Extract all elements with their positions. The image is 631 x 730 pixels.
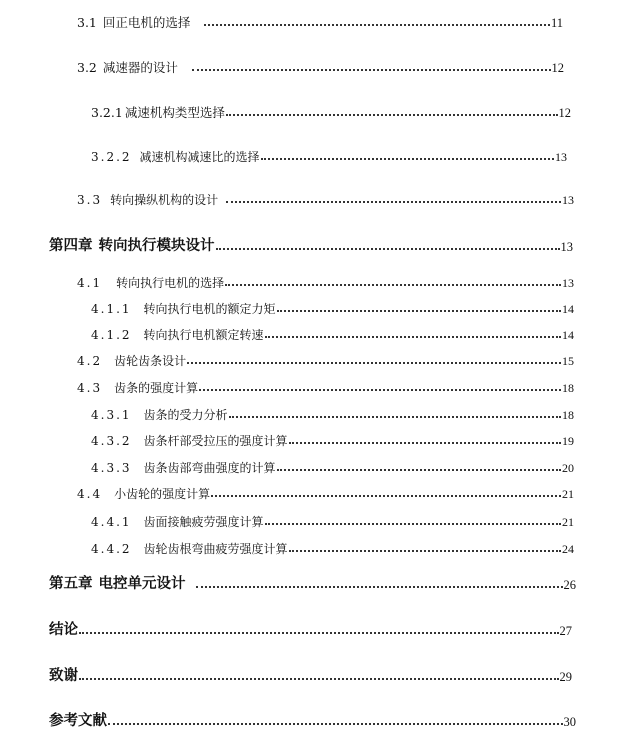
toc-leader-dots	[277, 310, 561, 312]
toc-entry-title: 转向执行电机的选择	[116, 276, 225, 290]
toc-entry-page: 27	[559, 623, 572, 638]
toc-entry-3-2-1	[91, 103, 571, 119]
toc-leader-dots	[211, 495, 561, 497]
toc-entry-number: 4.1.2	[91, 328, 132, 342]
toc-entry-page: 20	[562, 461, 574, 475]
toc-leader-dots	[199, 389, 561, 391]
toc-entry-number: 4.4.2	[91, 542, 132, 556]
toc-entry-page: 24	[562, 542, 574, 556]
toc-entry-4-4-1	[91, 512, 574, 528]
toc-entry-page: 30	[563, 714, 576, 729]
toc-entry-number: 4.3.1	[91, 408, 132, 422]
toc-entry-title: 转向操纵机构的设计	[110, 193, 219, 207]
toc-leader-dots	[196, 586, 563, 588]
toc-entry-number: 3.1	[77, 14, 97, 30]
toc-entry-title: 致谢	[49, 667, 78, 684]
toc-entry-3-2-2	[91, 147, 567, 163]
toc-entry-page: 18	[562, 381, 574, 395]
toc-leader-dots	[265, 523, 561, 525]
toc-entry-title: 齿轮齿根弯曲疲劳强度计算	[143, 542, 288, 556]
toc-entry-chapter-5	[49, 573, 576, 591]
toc-entry-title: 减速器的设计	[102, 59, 178, 75]
toc-entry-4-3	[77, 378, 574, 394]
toc-entry-4-3-1	[91, 405, 574, 421]
toc-entry-page: 14	[562, 328, 574, 342]
toc-entry-chapter-4	[49, 235, 573, 253]
toc-entry-page: 13	[560, 239, 573, 254]
toc-entry-title: 齿条杆部受拉压的强度计算	[143, 434, 288, 448]
toc-entry-page: 29	[559, 669, 572, 684]
toc-entry-page: 13	[562, 193, 574, 207]
toc-entry-title: 参考文献	[49, 712, 107, 729]
toc-leader-dots	[289, 442, 561, 444]
toc-entry-title: 减速机构类型选择	[124, 104, 225, 120]
toc-entry-page: 13	[555, 150, 567, 164]
toc-entry-4-3-3	[91, 458, 574, 474]
toc-entry-title: 减速机构减速比的选择	[139, 150, 260, 164]
toc-entry-4-1	[77, 273, 574, 289]
toc-entry-page: 26	[563, 577, 576, 592]
toc-entry-4-4	[77, 484, 574, 500]
toc-entry-page: 13	[562, 276, 574, 290]
toc-entry-3-2	[77, 58, 564, 74]
toc-entry-3-1	[77, 13, 563, 29]
toc-leader-dots	[192, 69, 551, 71]
toc-entry-number: 4.1	[77, 276, 103, 290]
toc-entry-3-3	[77, 190, 574, 206]
toc-entry-number: 4.4.1	[91, 515, 132, 529]
toc-entry-4-4-2	[91, 539, 574, 555]
toc-entry-page: 14	[562, 302, 574, 316]
toc-leader-dots	[289, 550, 561, 552]
toc-leader-dots	[79, 678, 559, 680]
toc-leader-dots	[216, 248, 560, 250]
toc-entry-title: 转向执行模块设计	[98, 237, 215, 254]
toc-leader-dots	[226, 201, 561, 203]
toc-leader-dots	[187, 362, 561, 364]
toc-leader-dots	[277, 469, 561, 471]
toc-entry-4-1-2	[91, 325, 574, 341]
toc-entry-title: 转向执行电机的额定力矩	[143, 302, 276, 316]
toc-leader-dots	[261, 158, 554, 160]
toc-entry-title: 小齿轮的强度计算	[114, 487, 211, 501]
toc-entry-conclusion	[49, 619, 572, 637]
toc-entry-4-3-2	[91, 431, 574, 447]
toc-entry-title: 回正电机的选择	[102, 14, 191, 30]
toc-entry-number: 3.2.2	[91, 150, 132, 164]
toc-entry-number: 3.2.1	[91, 104, 123, 120]
toc-entry-title: 齿面接触疲劳强度计算	[143, 515, 264, 529]
toc-entry-page: 12	[551, 60, 564, 75]
toc-entry-title: 转向执行电机额定转速	[143, 328, 264, 342]
toc-entry-references	[49, 710, 576, 728]
toc-leader-dots	[226, 114, 558, 116]
toc-entry-number: 3.3	[77, 193, 103, 207]
toc-leader-dots	[204, 24, 550, 26]
toc-entry-title: 电控单元设计	[98, 575, 186, 592]
toc-entry-page: 19	[562, 434, 574, 448]
toc-entry-title: 齿轮齿条设计	[114, 354, 187, 368]
toc-entry-number: 4.2	[77, 354, 103, 368]
toc-entry-number: 4.3.2	[91, 434, 132, 448]
toc-entry-page: 11	[550, 15, 563, 30]
toc-entry-title: 齿条的受力分析	[143, 408, 228, 422]
toc-entry-4-2	[77, 351, 574, 367]
toc-entry-number: 4.1.1	[91, 302, 132, 316]
toc-leader-dots	[108, 723, 563, 725]
toc-entry-number: 4.3	[77, 381, 103, 395]
toc-entry-number: 第五章	[49, 575, 93, 592]
toc-entry-page: 15	[562, 354, 574, 368]
toc-entry-number: 第四章	[49, 237, 93, 254]
toc-entry-number: 4.4	[77, 487, 103, 501]
toc-leader-dots	[265, 336, 561, 338]
toc-entry-acknowledgements	[49, 665, 572, 683]
toc-leader-dots	[229, 416, 561, 418]
toc-entry-page: 12	[558, 105, 571, 120]
toc-entry-title: 齿条齿部弯曲强度的计算	[143, 461, 276, 475]
toc-leader-dots	[225, 284, 561, 286]
toc-entry-title: 齿条的强度计算	[114, 381, 199, 395]
toc-entry-page: 21	[562, 515, 574, 529]
toc-entry-number: 3.2	[77, 59, 97, 75]
toc-entry-4-1-1	[91, 299, 574, 315]
toc-entry-number: 4.3.3	[91, 461, 132, 475]
toc-entry-title: 结论	[49, 621, 78, 638]
toc-entry-page: 18	[562, 408, 574, 422]
toc-entry-page: 21	[562, 487, 574, 501]
toc-leader-dots	[79, 632, 559, 634]
